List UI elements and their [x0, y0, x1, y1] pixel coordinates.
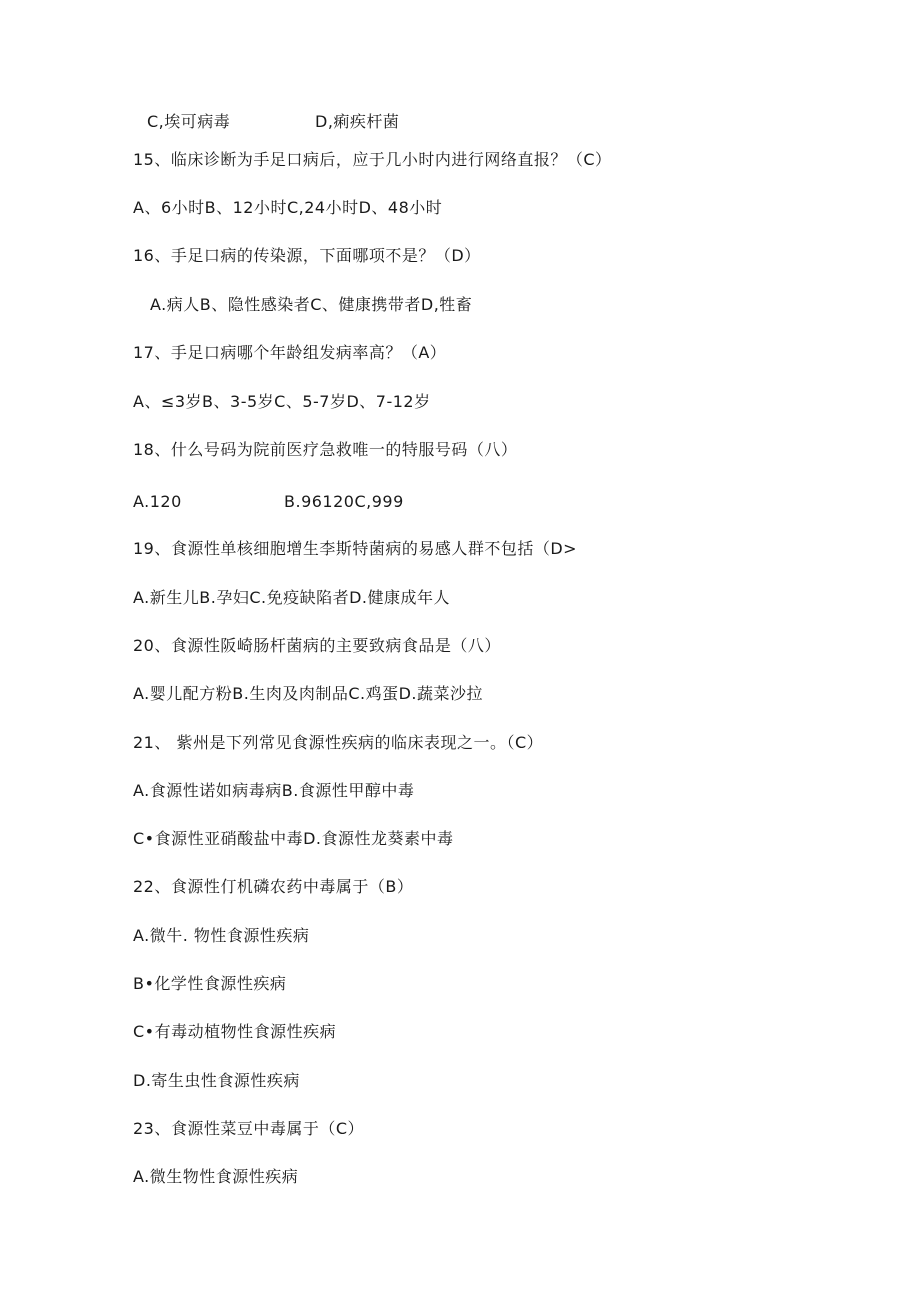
question-18: 18、什么号码为院前医疗急救唯一的特服号码（八） — [133, 440, 518, 459]
question-22-option-b: B•化学性食源性疾病 — [133, 974, 287, 993]
question-20: 20、食源性阪崎肠杆菌病的主要致病食品是（八） — [133, 636, 501, 655]
question-22: 22、食源性仃机磷农药中毒属于（B） — [133, 877, 414, 896]
question-16-options: A.病人B、隐性感染者C、健康携带者D,牲畜 — [150, 295, 473, 314]
question-18-option-bc: B.96120C,999 — [284, 492, 404, 511]
question-19-options: A.新生儿B.孕妇C.免疫缺陷者D.健康成年人 — [133, 588, 450, 607]
question-15: 15、临床诊断为手足口病后，应于几小时内进行网络直报？（C） — [133, 150, 612, 169]
question-22-option-c: C•有毒动植物性食源性疾病 — [133, 1022, 337, 1041]
question-15-options: A、6小时B、12小时C,24小时D、48小时 — [133, 198, 443, 217]
question-18-option-a: A.120 — [133, 492, 182, 511]
question-16: 16、手足口病的传染源，下面哪项不是？（D） — [133, 246, 481, 265]
question-22-option-d: D.寄生虫性食源性疾病 — [133, 1071, 300, 1090]
question-21-options-cd: C•食源性亚硝酸盐中毒D.食源性龙葵素中毒 — [133, 829, 454, 848]
question-19: 19、食源性单核细胞增生李斯特菌病的易感人群不包括（D> — [133, 539, 578, 558]
question-21: 21、 紫州是下列常见食源性疾病的临床表现之一。（C） — [133, 733, 544, 752]
question-20-options: A.婴儿配方粉B.生肉及肉制品C.鸡蛋D.蔬菜沙拉 — [133, 684, 483, 703]
option-c-line: C,埃可病毒 — [147, 112, 231, 131]
question-23: 23、食源性菜豆中毒属于（C） — [133, 1119, 365, 1138]
question-21-options-ab: A.食源性诺如病毒病B.食源性甲醇中毒 — [133, 781, 415, 800]
question-22-option-a: A.微牛. 物性食源性疾病 — [133, 926, 310, 945]
option-d-line: D,痢疾杆菌 — [315, 112, 400, 131]
question-17: 17、手足口病哪个年龄组发病率高？（A） — [133, 343, 447, 362]
question-17-options: A、≤3岁B、3-5岁C、5-7岁D、7-12岁 — [133, 392, 431, 411]
question-23-option-a: A.微生物性食源性疾病 — [133, 1167, 299, 1186]
